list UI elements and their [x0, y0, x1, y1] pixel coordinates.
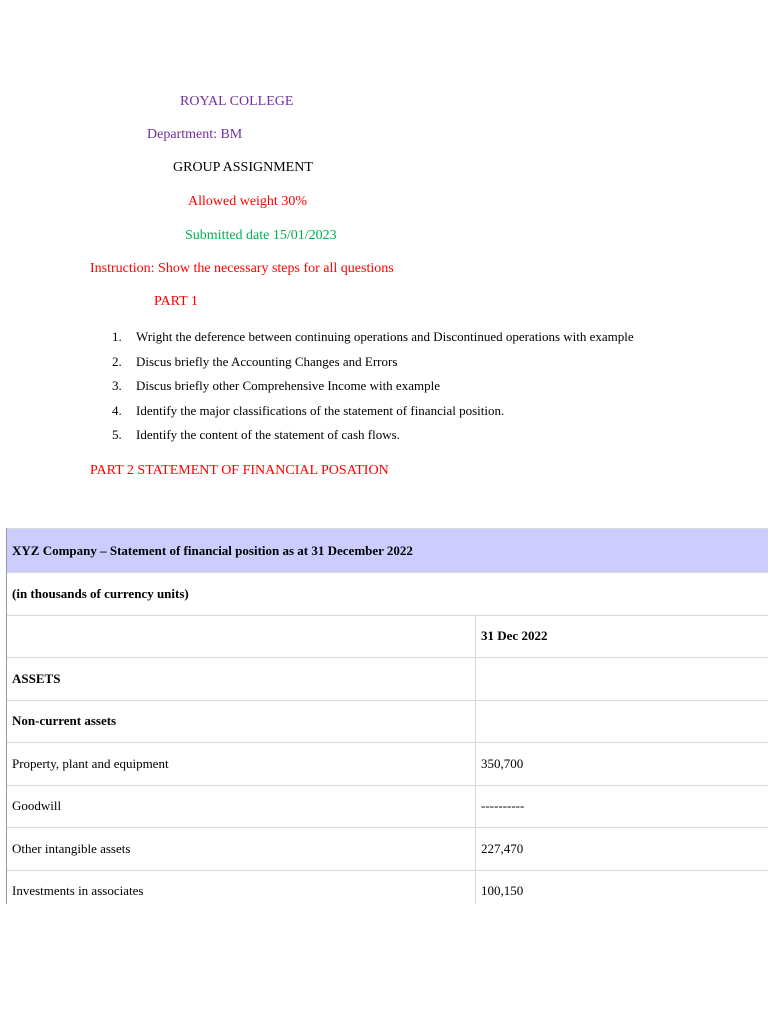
units-note: (in thousands of currency units) — [7, 573, 768, 616]
weight-line: Allowed weight 30% — [188, 194, 307, 209]
department-line: Department: BM — [147, 127, 243, 142]
table-row — [7, 870, 768, 904]
column-header-date: 31 Dec 2022 — [476, 615, 768, 658]
row-label: Property, plant and equipment — [7, 743, 476, 786]
table-cell — [476, 658, 768, 701]
subsection-heading: Non-current assets — [7, 700, 476, 743]
table-cell — [476, 700, 768, 743]
list-item — [0, 423, 634, 448]
assignment-title: GROUP ASSIGNMENT — [173, 160, 313, 175]
row-value: ---------- — [476, 785, 768, 828]
table-cell — [7, 615, 476, 658]
row-label: Investments in associates — [7, 870, 476, 904]
list-number: 5. — [112, 427, 122, 442]
question-text: Wright the deference between continuing operations and Discontinued operations with example — [136, 329, 634, 344]
row-label: Other intangible assets — [7, 828, 476, 871]
part1-title: PART 1 — [154, 294, 198, 309]
table-row — [7, 828, 768, 871]
list-item — [0, 374, 634, 399]
section-heading: ASSETS — [7, 658, 476, 701]
list-number: 3. — [112, 378, 122, 393]
table-row — [7, 743, 768, 786]
instruction-line: Instruction: Show the necessary steps for all questions — [90, 261, 394, 276]
table-row — [7, 785, 768, 828]
table-title: XYZ Company – Statement of financial position as at 31 December 2022 — [7, 529, 768, 573]
table-row — [7, 573, 768, 616]
question-text: Identify the content of the statement of cash flows. — [136, 427, 400, 442]
row-value: 227,470 — [476, 828, 768, 871]
list-item — [0, 325, 634, 350]
question-text: Discus briefly the Accounting Changes and Errors — [136, 353, 398, 369]
college-name: ROYAL COLLEGE — [180, 94, 294, 109]
question-list — [0, 325, 634, 448]
row-value: 100,150 — [476, 870, 768, 904]
submitted-date: Submitted date 15/01/2023 — [185, 228, 337, 243]
table-row — [7, 615, 768, 658]
list-number: 1. — [112, 329, 122, 344]
list-number: 2. — [112, 353, 122, 369]
list-item — [0, 399, 634, 424]
part2-title: PART 2 STATEMENT OF FINANCIAL POSATION — [90, 463, 389, 478]
table-title-row — [7, 529, 768, 573]
list-item — [0, 350, 634, 375]
row-value: 350,700 — [476, 743, 768, 786]
financial-position-table — [6, 528, 768, 904]
list-number: 4. — [112, 402, 122, 418]
question-text: Discus briefly other Comprehensive Income with example — [136, 378, 440, 393]
table-row — [7, 700, 768, 743]
question-text: Identify the major classifications of the statement of financial position. — [136, 402, 505, 418]
table-row — [7, 658, 768, 701]
table-border — [6, 528, 7, 904]
row-label: Goodwill — [7, 785, 476, 828]
